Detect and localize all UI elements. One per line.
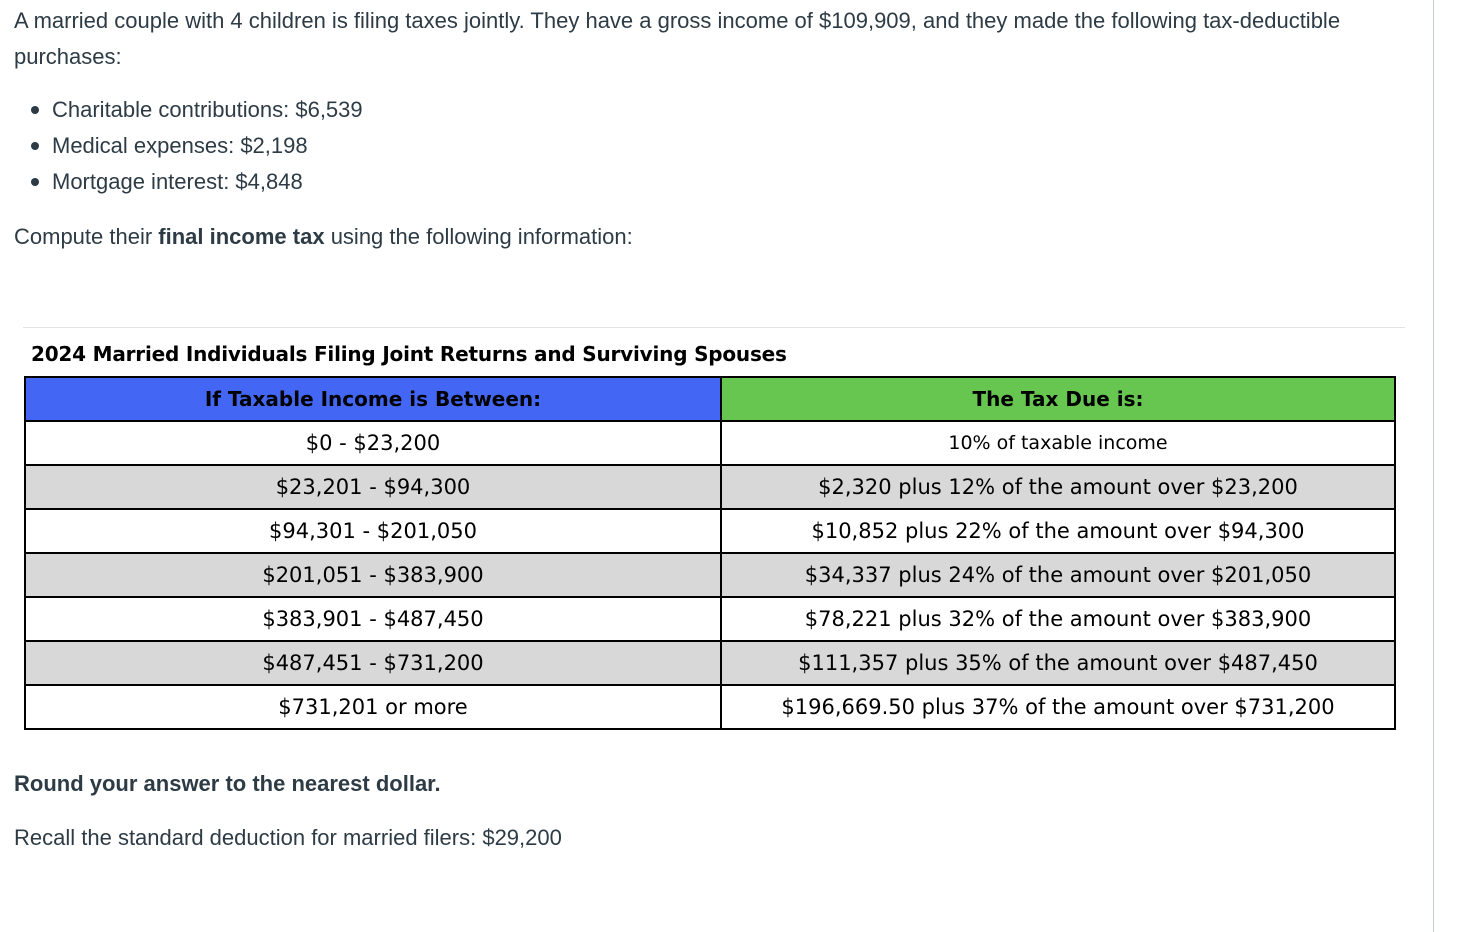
bracket-range: $487,451 - $731,200 [25,641,721,685]
header-taxable-income: If Taxable Income is Between: [25,377,721,421]
table-row [25,553,1395,597]
bracket-range: $23,201 - $94,300 [25,465,721,509]
compute-bold: final income tax [158,224,325,249]
problem-intro: A married couple with 4 children is filing taxes jointly. They have a gross income of $109,909, and they made the following tax-deductible purchases: [14,8,1341,69]
table-row [25,421,1395,465]
tax-table-image [23,327,1405,746]
rounding-note: Round your answer to the nearest dollar. [14,771,441,796]
table-row [25,685,1395,729]
bracket-range: $383,901 - $487,450 [25,597,721,641]
standard-deduction-note: Recall the standard deduction for married filers: $29,200 [14,825,562,850]
table-row [25,465,1395,509]
bracket-range: $0 - $23,200 [25,421,721,465]
bracket-tax: $111,357 plus 35% of the amount over $487,450 [721,641,1395,685]
bracket-tax: 10% of taxable income [721,421,1395,465]
table-row [25,597,1395,641]
compute-suffix: using the following information: [324,224,633,249]
bracket-tax: $196,669.50 plus 37% of the amount over $731,200 [721,685,1395,729]
bracket-range: $731,201 or more [25,685,721,729]
header-tax-due: The Tax Due is: [721,377,1395,421]
bracket-tax: $34,337 plus 24% of the amount over $201,050 [721,553,1395,597]
bracket-range: $94,301 - $201,050 [25,509,721,553]
tax-bracket-table [24,376,1396,730]
table-row [25,641,1395,685]
table-row [25,509,1395,553]
bracket-tax: $2,320 plus 12% of the amount over $23,200 [721,465,1395,509]
bracket-tax: $78,221 plus 32% of the amount over $383,900 [721,597,1395,641]
bracket-tax: $10,852 plus 22% of the amount over $94,300 [721,509,1395,553]
compute-prefix: Compute their [14,224,159,249]
purchase-list [14,92,363,200]
table-title: 2024 Married Individuals Filing Joint Returns and Surviving Spouses [31,342,787,366]
table-header-row [25,377,1395,421]
bracket-range: $201,051 - $383,900 [25,553,721,597]
list-item: Charitable contributions: $6,539 [14,92,363,128]
list-item: Mortgage interest: $4,848 [14,164,363,200]
compute-instruction [14,219,633,255]
right-divider [1433,0,1434,932]
list-item: Medical expenses: $2,198 [14,128,363,164]
